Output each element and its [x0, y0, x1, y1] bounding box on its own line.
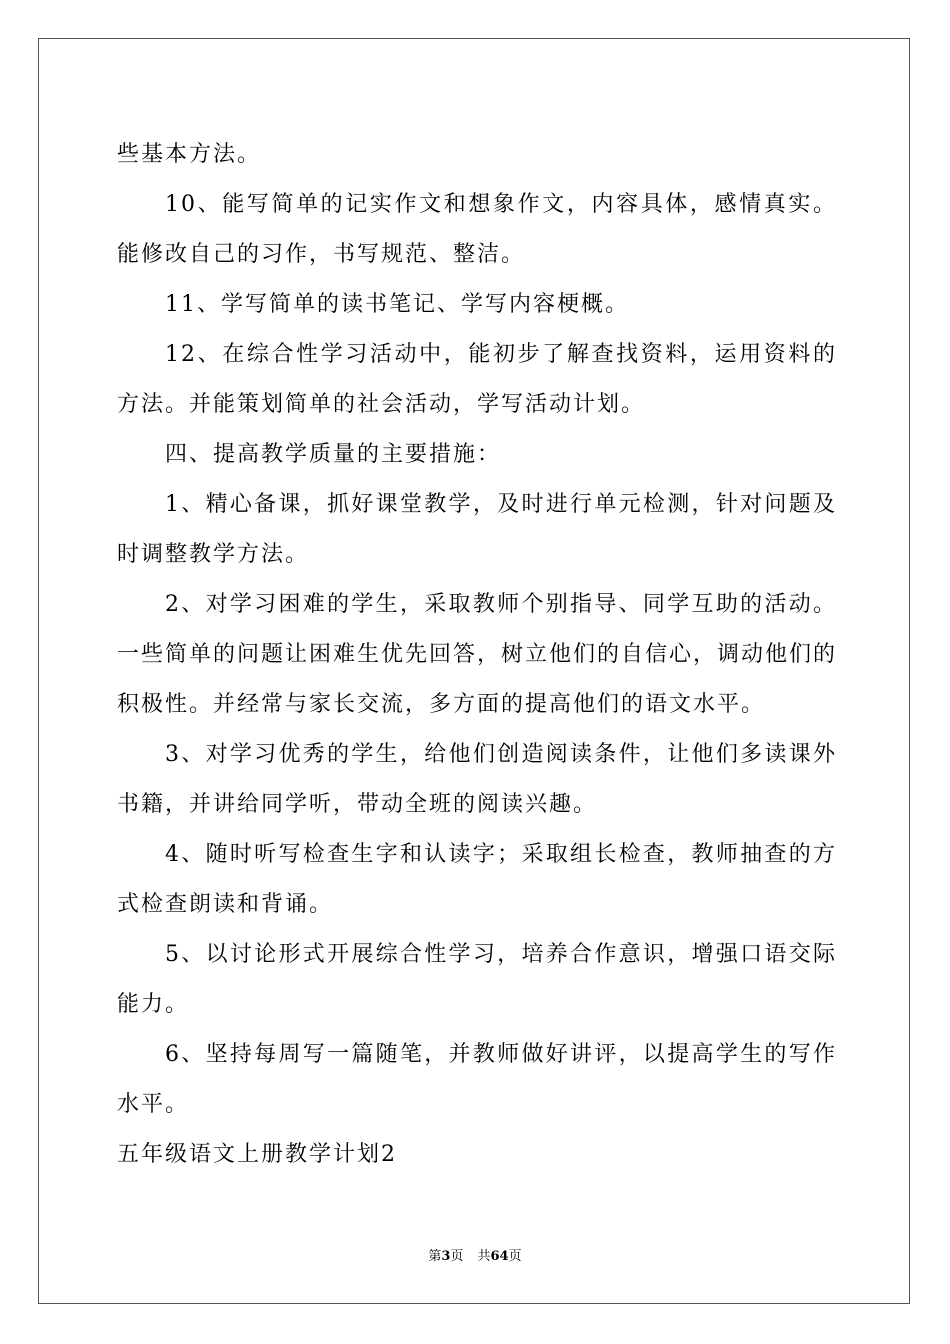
paragraph: 些基本方法。 — [117, 142, 262, 167]
paragraph: 5、以讨论形式开展综合性学习，培养合作意识，增强口语交际能力。 — [117, 942, 837, 1017]
page-footer — [0, 1248, 950, 1266]
paragraph: 3、对学习优秀的学生，给他们创造阅读条件，让他们多读课外书籍，并讲给同学听，带动全班的阅读兴趣。 — [117, 742, 837, 817]
total-pages: 64 — [490, 1249, 509, 1264]
page-prefix: 第 — [428, 1249, 442, 1264]
paragraph: 10、能写简单的记实作文和想象作文，内容具体，感情真实。能修改自己的习作，书写规范、整洁。 — [117, 192, 837, 267]
paragraph: 11、学写简单的读书笔记、学写内容梗概。 — [165, 292, 629, 317]
total-suffix: 页 — [508, 1249, 522, 1264]
paragraph: 2、对学习困难的学生，采取教师个别指导、同学互助的活动。一些简单的问题让困难生优先回答，树立他们的自信心，调动他们的积极性。并经常与家长交流，多方面的提高他们的语文水平。 — [117, 592, 838, 717]
total-prefix: 共 — [477, 1249, 491, 1264]
paragraph: 4、随时听写检查生字和认读字；采取组长检查，教师抽查的方式检查朗读和背诵。 — [117, 842, 837, 917]
document-title: 五年级语文上册教学计划2 — [117, 1142, 397, 1167]
document-body — [117, 130, 837, 1180]
page-number: 3 — [441, 1249, 451, 1264]
section-heading: 四、提高教学质量的主要措施： — [165, 442, 502, 467]
paragraph: 6、坚持每周写一篇随笔，并教师做好讲评，以提高学生的写作水平。 — [117, 1042, 837, 1117]
paragraph: 12、在综合性学习活动中，能初步了解查找资料，运用资料的方法。并能策划简单的社会活动，学写活动计划。 — [117, 342, 837, 417]
paragraph: 1、精心备课，抓好课堂教学，及时进行单元检测，针对问题及时调整教学方法。 — [117, 492, 837, 567]
page-suffix: 页 — [450, 1249, 464, 1264]
